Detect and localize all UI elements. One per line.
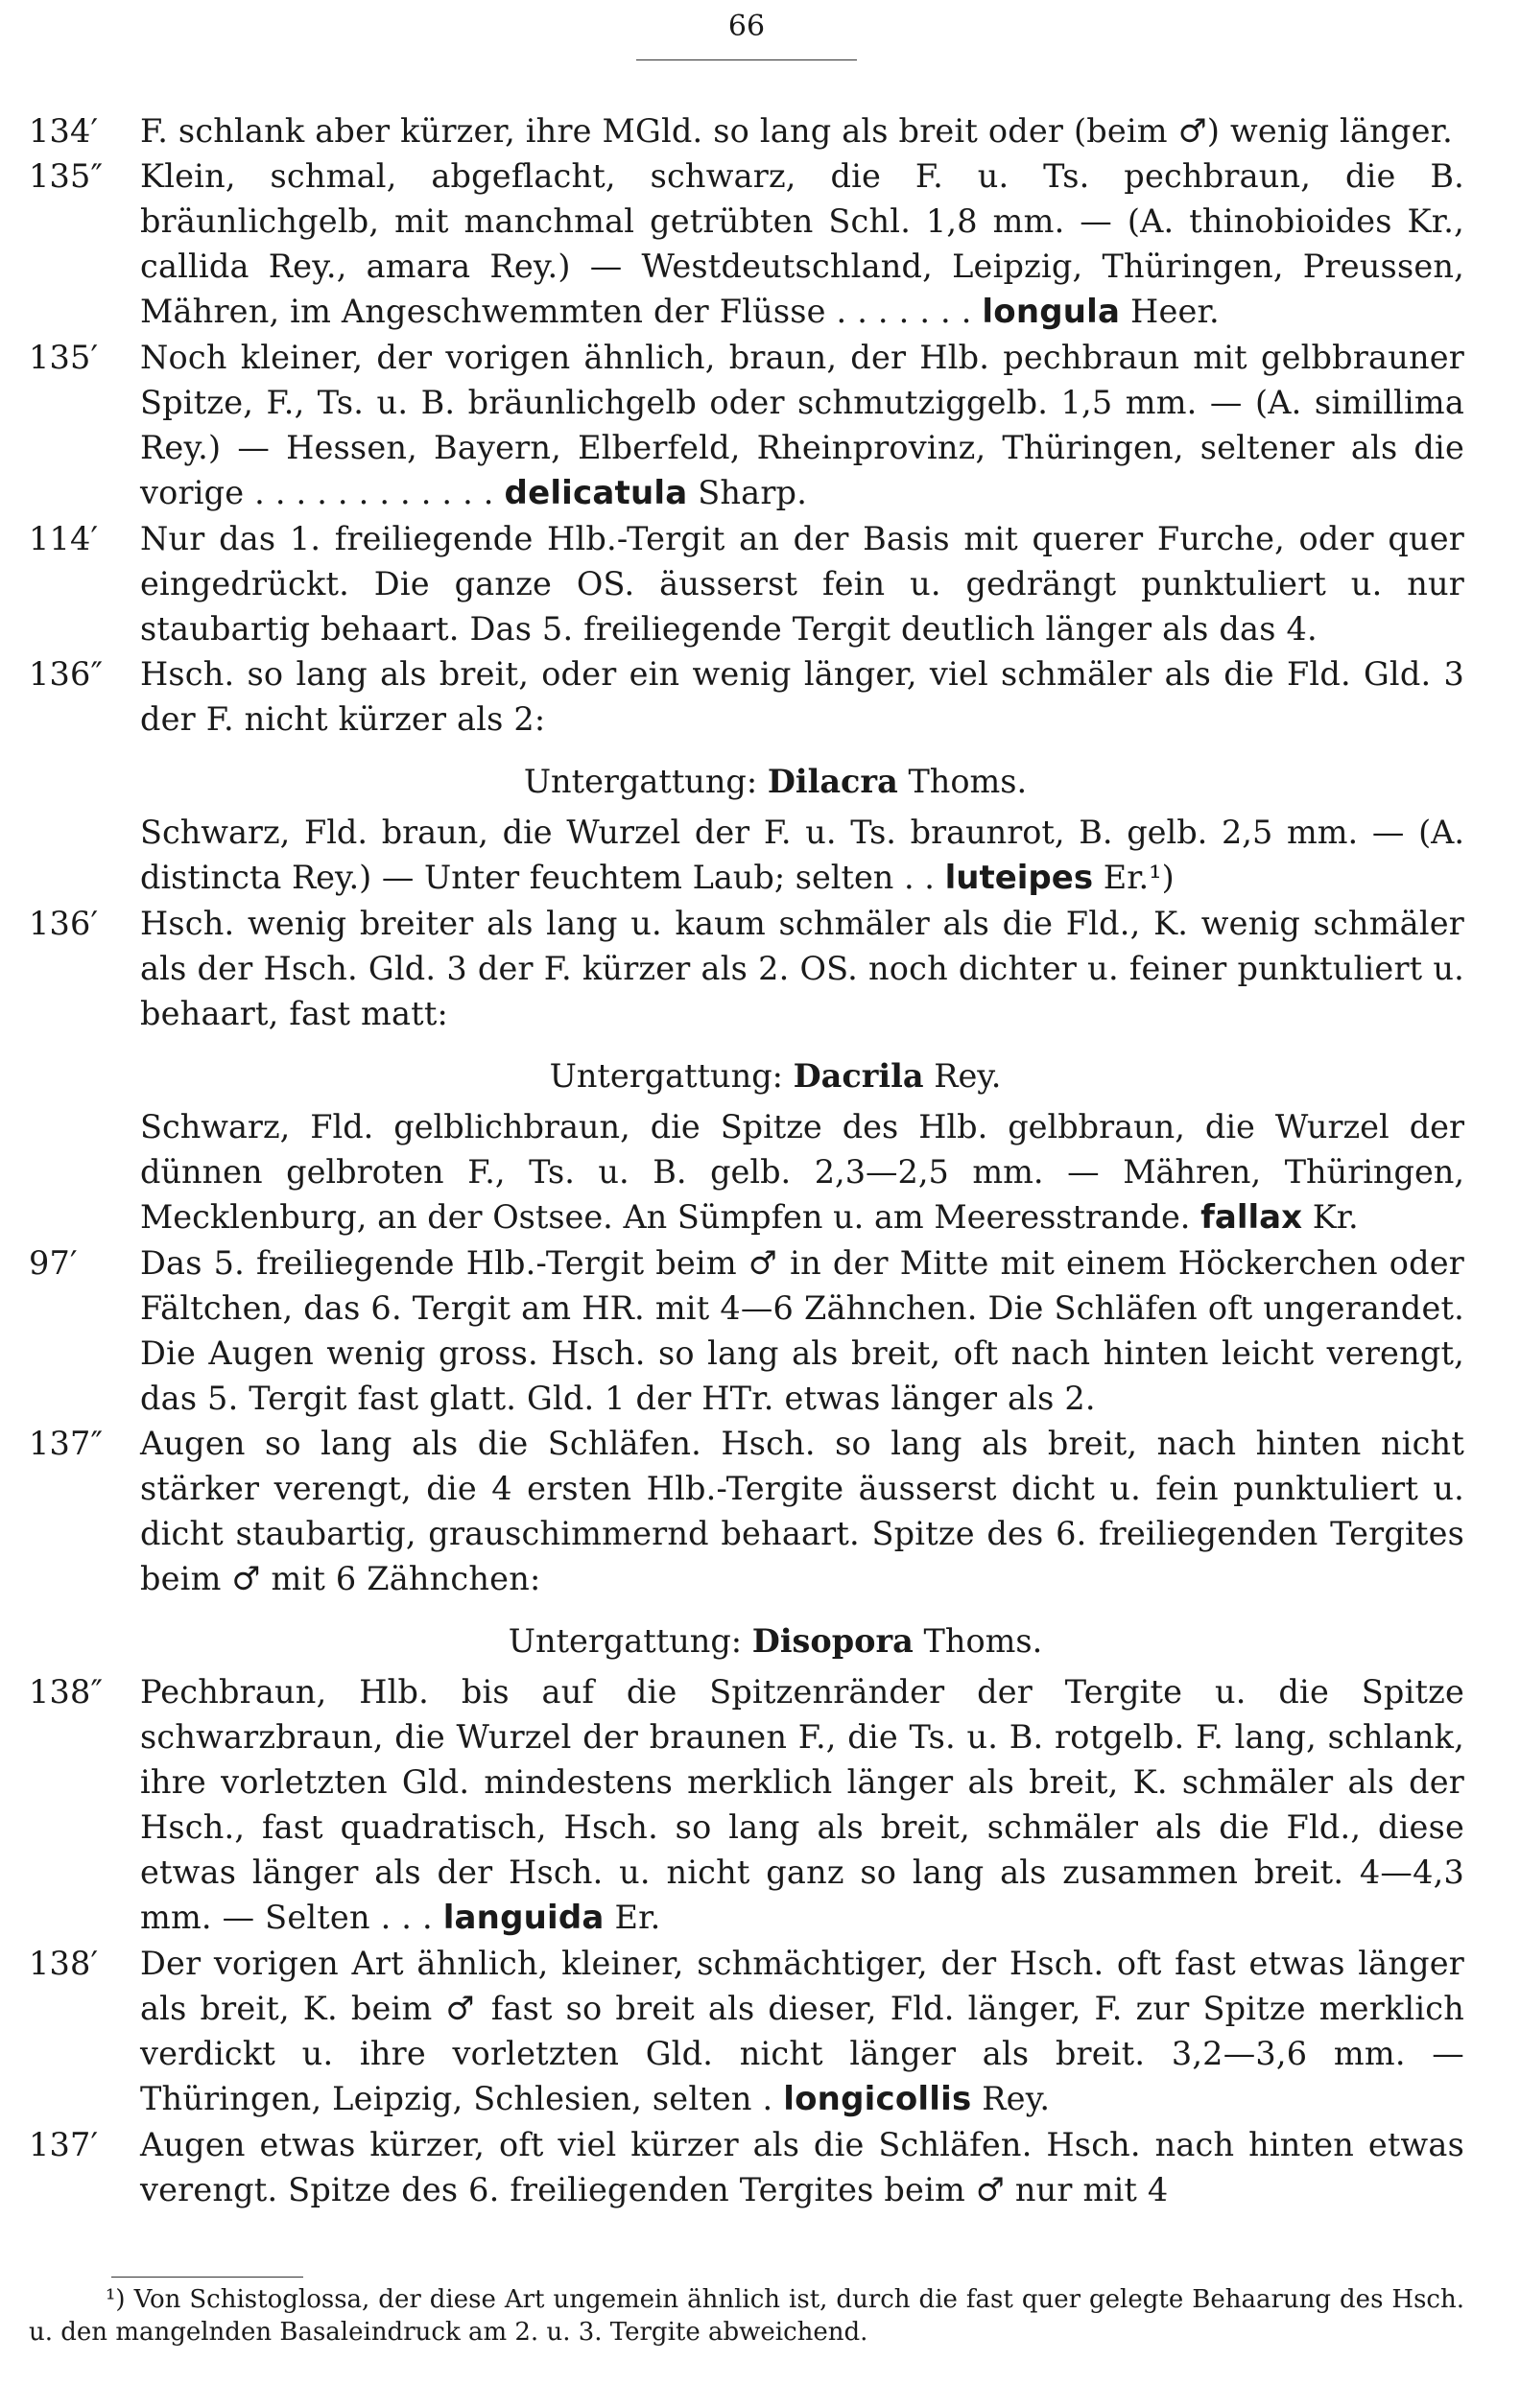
entry-text: Pechbraun, Hlb. bis auf die Spitzenränder der Tergite u. die Spitze schwarzbraun, die Wurzel der braunen F., die Ts. u. B. rotgelb. F. lang, schlank, ihre vorletzten Gld. mindestens merklich länger als breit, K. schmäler als der Hsch., fast quadratisch, Hsch. so lang als breit, schmäler als die Fld., diese etwas länger als der Hsch. u. nicht ganz so lang als zusammen breit. 4—4,3 mm. — Selten . . . [140,1673,1464,1936]
species-name: delicatula [504,474,688,512]
header-rule [636,59,857,60]
page-body [29,108,1464,2212]
entry-text: Augen so lang als die Schläfen. Hsch. so lang als breit, nach hinten nicht stärker verengt, die 4 ersten Hlb.-Tergite äusserst dicht u. fein punktuliert u. dicht staubartig, grauschimmernd behaart. Spitze des 6. freiliegenden Tergites beim ♂ mit 6 Zähnchen: [140,1425,1464,1597]
subgenus-author: Thoms. [923,1622,1043,1660]
subgenus-name: Dacrila [793,1057,924,1095]
species-description [29,810,1464,901]
species-author: Er.¹) [1103,859,1175,896]
entry-text: Nur das 1. freiliegende Hlb.-Tergit an der Basis mit querer Furche, oder quer eingedrückt. Die ganze OS. äusserst fein u. gedrängt punktuliert u. nur staubartig behaart. Das 5. freiliegende Tergit deutlich länger als das 4. [140,520,1464,648]
subgenus-heading [29,1622,1464,1660]
species-name: languida [442,1899,605,1937]
entry-number: 135″ [29,157,104,195]
key-entry [29,651,1464,742]
entry-text: Schwarz, Fld. gelblichbraun, die Spitze des Hlb. gelbbraun, die Wurzel der dünnen gelbroten F., Ts. u. B. gelb. 2,3—2,5 mm. — Mähren, Thüringen, Mecklenburg, an der Ostsee. An Sümpfen u. am Meeresstrande. [140,1108,1464,1236]
key-entry [29,1669,1464,1941]
entry-number: 137″ [29,1425,104,1462]
species-name: fallax [1200,1198,1303,1237]
key-entry [29,1941,1464,2122]
species-author: Er. [614,1899,661,1936]
species-name: longicollis [783,2080,972,2118]
species-name: longula [982,293,1121,331]
entry-number: 136″ [29,655,104,693]
subgenus-heading [29,763,1464,800]
subgenus-heading [29,1057,1464,1095]
entry-text: Klein, schmal, abgeflacht, schwarz, die F. u. Ts. pechbraun, die B. bräunlichgelb, mit manchmal getrübten Schl. 1,8 mm. — (A. thinobioides Kr., callida Rey., amara Rey.) — Westdeutschland, Leipzig, Thüringen, Preussen, Mähren, im Angeschwemmten der Flüsse . . . . . . . [140,157,1464,330]
species-author: Kr. [1312,1198,1359,1236]
entry-number: 134′ [29,112,99,150]
subgenus-name: Disopora [751,1622,914,1660]
entry-text: Schwarz, Fld. braun, die Wurzel der F. u. Ts. braunrot, B. gelb. 2,5 mm. — (A. distincta Rey.) — Unter feuchtem Laub; selten . . [140,814,1464,896]
entry-text: Hsch. wenig breiter als lang u. kaum schmäler als die Fld., K. wenig schmäler als der Hsch. Gld. 3 der F. kürzer als 2. OS. noch dichter u. feiner punktuliert u. behaart, fast matt: [140,905,1464,1032]
entry-number: 136′ [29,905,99,942]
entry-text: Hsch. so lang als breit, oder ein wenig länger, viel schmäler als die Fld. Gld. 3 der F. nicht kürzer als 2: [140,655,1464,738]
subgenus-label: Untergattung: [523,763,758,800]
key-entry [29,2122,1464,2212]
entry-text: Noch kleiner, der vorigen ähnlich, braun, der Hlb. pechbraun mit gelbbrauner Spitze, F., Ts. u. B. bräunlichgelb oder schmutziggelb. 1,5 mm. — (A. simillima Rey.) — Hessen, Bayern, Elberfeld, Rheinprovinz, Thüringen, seltener als die vorige . . . . . . . . . . . . [140,339,1464,511]
entry-number: 138′ [29,1945,99,1982]
page-number: 66 [727,10,766,43]
key-entry [29,516,1464,651]
key-entry [29,153,1464,335]
key-entry [29,108,1464,153]
entry-number: 114′ [29,520,99,557]
key-entry [29,901,1464,1036]
subgenus-label: Untergattung: [549,1057,783,1095]
footnote-rule [111,2277,303,2278]
entry-text: Das 5. freiliegende Hlb.-Tergit beim ♂ in der Mitte mit einem Höckerchen oder Fältchen, das 6. Tergit am HR. mit 4—6 Zähnchen. Die Schläfen oft ungerandet. Die Augen wenig gross. Hsch. so lang als breit, oft nach hinten leicht verengt, das 5. Tergit fast glatt. Gld. 1 der HTr. etwas länger als 2. [140,1244,1464,1417]
entry-number: 135′ [29,339,99,376]
footnote: ¹) Von Schistoglossa, der diese Art ungemein ähnlich ist, durch die fast quer gelegte Behaarung des Hsch. u. den mangelnden Basaleindruck am 2. u. 3. Tergite abweichend. [29,2285,1464,2347]
entry-text: F. schlank aber kürzer, ihre MGld. so lang als breit oder (beim ♂) wenig länger. [140,112,1453,150]
species-name: luteipes [944,859,1094,897]
species-author: Sharp. [698,474,808,511]
subgenus-author: Rey. [934,1057,1002,1095]
species-author: Heer. [1130,293,1220,330]
species-description [29,1104,1464,1240]
subgenus-name: Dilacra [767,763,898,800]
key-entry [29,335,1464,516]
species-author: Rey. [982,2080,1051,2117]
entry-number: 138″ [29,1673,104,1711]
key-entry [29,1421,1464,1601]
key-entry [29,1240,1464,1421]
subgenus-author: Thoms. [908,763,1028,800]
entry-number: 97′ [29,1244,78,1282]
entry-number: 137′ [29,2126,99,2163]
subgenus-label: Untergattung: [508,1622,743,1660]
entry-text: Der vorigen Art ähnlich, kleiner, schmächtiger, der Hsch. oft fast etwas länger als breit, K. beim ♂ fast so breit als dieser, Fld. länger, F. zur Spitze merklich verdickt u. ihre vorletzten Gld. nicht länger als breit. 3,2—3,6 mm. — Thüringen, Leipzig, Schlesien, selten . [140,1945,1464,2117]
entry-text: Augen etwas kürzer, oft viel kürzer als die Schläfen. Hsch. nach hinten etwas verengt. Spitze des 6. freiliegenden Tergites beim ♂ nur mit 4 [140,2126,1464,2208]
